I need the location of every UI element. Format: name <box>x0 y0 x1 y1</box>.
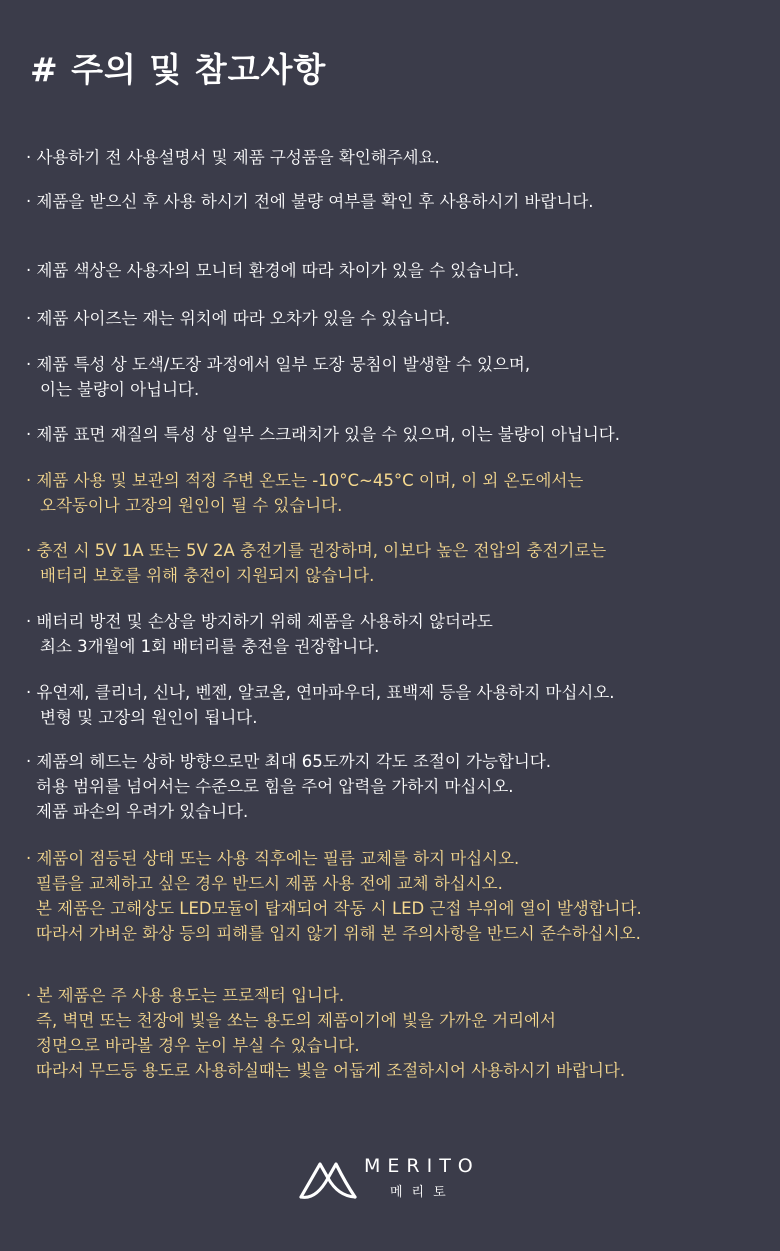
notice-line: 본 제품은 고해상도 LED모듈이 탑재되어 작동 시 LED 근접 부위에 열이 발생합니다. <box>36 899 642 918</box>
notice-line: 배터리 보호를 위해 충전이 지원되지 않습니다. <box>40 566 375 585</box>
notice-item <box>26 258 519 283</box>
notice-line: · 제품 특성 상 도색/도장 과정에서 일부 도장 뭉침이 발생할 수 있으며, <box>26 355 531 374</box>
notice-line: 변형 및 고장의 원인이 됩니다. <box>40 708 258 727</box>
notice-item-highlight <box>26 846 642 946</box>
notice-item <box>26 352 530 402</box>
brand-subtitle: 메리토 <box>390 1185 455 1200</box>
notice-line: 허용 범위를 넘어서는 수준으로 힘을 주어 압력을 가하지 마십시오. <box>36 777 514 796</box>
notice-item-highlight <box>26 468 583 518</box>
notice-line: 즉, 벽면 또는 천장에 빛을 쏘는 용도의 제품이기에 빛을 가까운 거리에서 <box>36 1011 556 1030</box>
notice-item <box>26 749 551 824</box>
notice-line: · 배터리 방전 및 손상을 방지하기 위해 제품을 사용하지 않더라도 <box>26 612 493 631</box>
notice-item-highlight <box>26 983 625 1083</box>
notice-line: · 제품을 받으신 후 사용 하시기 전에 불량 여부를 확인 후 사용하시기 바랍니다. <box>26 192 594 211</box>
notice-line: 따라서 무드등 용도로 사용하실때는 빛을 어둡게 조절하시어 사용하시기 바랍니다. <box>36 1061 626 1080</box>
notice-line: · 제품 사용 및 보관의 적정 주변 온도는 -10°C~45°C 이며, 이 외 온도에서는 <box>26 471 584 490</box>
notice-line: 따라서 가벼운 화상 등의 피해를 입지 않기 위해 본 주의사항을 반드시 준수하십시오. <box>36 924 641 943</box>
page-title: # 주의 및 참고사항 <box>30 50 327 89</box>
notice-line: 필름을 교체하고 싶은 경우 반드시 제품 사용 전에 교체 하십시오. <box>36 874 503 893</box>
notice-line: 오작동이나 고장의 원인이 될 수 있습니다. <box>40 496 343 515</box>
notice-item <box>26 422 620 447</box>
brand-wordmark: MERITO <box>364 1155 480 1177</box>
notice-item <box>26 680 615 730</box>
notice-line: · 제품 색상은 사용자의 모니터 환경에 따라 차이가 있을 수 있습니다. <box>26 261 520 280</box>
merito-logo-mark-icon <box>298 1156 358 1202</box>
notice-line: 최소 3개월에 1회 배터리를 충전을 권장합니다. <box>40 637 380 656</box>
notice-item <box>26 145 440 170</box>
notice-line: · 제품의 헤드는 상하 방향으로만 최대 65도까지 각도 조절이 가능합니다. <box>26 752 551 771</box>
notice-line: · 제품 사이즈는 재는 위치에 따라 오차가 있을 수 있습니다. <box>26 309 451 328</box>
notice-line: 이는 불량이 아닙니다. <box>40 380 200 399</box>
brand-logo <box>298 1154 488 1202</box>
notice-line: · 유연제, 클리너, 신나, 벤젠, 알코올, 연마파우더, 표백제 등을 사용하지 마십시오. <box>26 683 615 702</box>
notice-line: 정면으로 바라볼 경우 눈이 부실 수 있습니다. <box>36 1036 360 1055</box>
notice-line: · 본 제품은 주 사용 용도는 프로젝터 입니다. <box>26 986 345 1005</box>
notice-line: · 충전 시 5V 1A 또는 5V 2A 충전기를 권장하며, 이보다 높은 전압의 충전기로는 <box>26 541 607 560</box>
notice-line: 제품 파손의 우려가 있습니다. <box>36 802 249 821</box>
notice-item <box>26 609 493 659</box>
notice-item <box>26 189 594 214</box>
notice-line: · 제품이 점등된 상태 또는 사용 직후에는 필름 교체를 하지 마십시오. <box>26 849 520 868</box>
notice-line: · 사용하기 전 사용설명서 및 제품 구성품을 확인해주세요. <box>26 148 440 167</box>
notice-line: · 제품 표면 재질의 특성 상 일부 스크래치가 있을 수 있으며, 이는 불량이 아닙니다. <box>26 425 620 444</box>
notice-item <box>26 306 450 331</box>
notice-item-highlight <box>26 538 606 588</box>
